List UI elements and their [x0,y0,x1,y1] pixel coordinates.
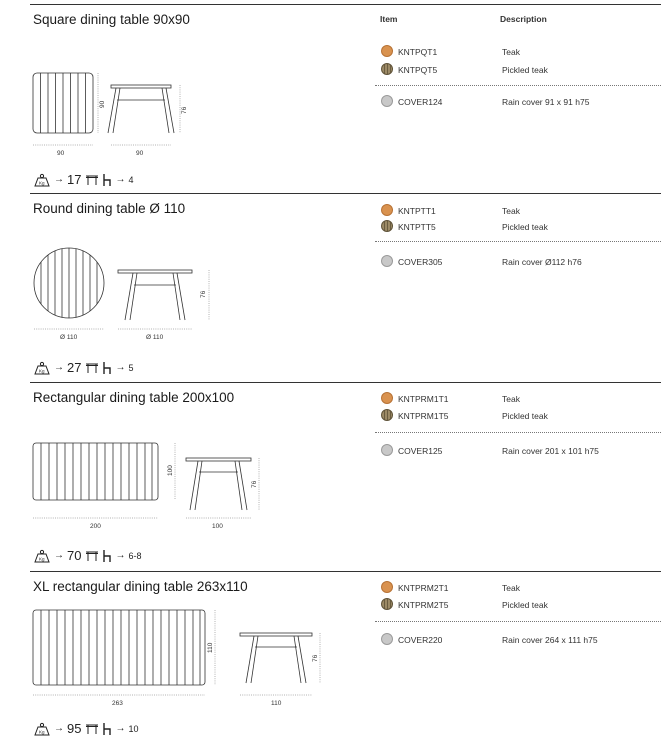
arrow-icon: → [54,550,64,561]
item-description: Pickled teak [502,411,548,421]
cover-description: Rain cover 264 x 111 h75 [502,635,598,645]
weight-scale-icon [33,549,51,563]
item-description: Teak [502,583,520,593]
pickled-teak-swatch-icon [381,63,393,75]
arrow-icon: → [115,723,126,734]
cover-code: COVER124 [398,97,443,107]
cover-swatch-icon [381,255,393,267]
pickled-teak-swatch-icon [381,598,393,610]
item-code: KNTPRM1T1 [398,394,449,404]
depth-dimension: 90 [99,100,106,108]
product-title: Square dining table 90x90 [33,12,190,27]
item-code: KNTPQT1 [398,47,438,57]
cover-description: Rain cover 201 x 101 h75 [502,446,599,456]
svg-text:Kg: Kg [39,556,45,561]
item-code: KNTPRM1T5 [398,411,449,421]
product-section-rectangular [0,382,661,570]
weight-scale-icon [33,722,51,736]
weight-value: 17 [67,172,82,187]
cover-swatch-icon [381,444,393,456]
item-description: Pickled teak [502,222,548,232]
depth-dimension: 100 [167,465,174,476]
seats-value: 10 [128,723,139,734]
cover-swatch-icon [381,633,393,645]
height-dimension: 76 [181,106,188,114]
width-dimension: 263 [112,700,123,707]
pickled-teak-swatch-icon [381,220,393,232]
seats-value: 6-8 [128,550,142,561]
capacity-row [33,172,133,187]
cover-description: Rain cover 91 x 91 h75 [502,97,590,107]
seats-value: 5 [128,362,134,373]
height-dimension: 76 [312,654,319,662]
side-width-dimension: 110 [271,700,282,707]
table-icon [85,723,99,735]
side-width-dimension: 100 [212,523,223,530]
weight-scale-icon [33,361,51,375]
product-section-square [0,4,661,192]
item-code: KNTPTT5 [398,222,436,232]
table-icon [85,174,99,186]
item-code: KNTPQT5 [398,65,438,75]
arrow-icon: → [115,550,126,561]
product-title: Round dining table Ø 110 [33,201,186,216]
arrow-icon: → [115,174,126,185]
teak-swatch-icon [381,581,393,593]
depth-dimension: 110 [207,642,214,653]
table-drawing-round [28,245,218,347]
teak-swatch-icon [381,204,393,216]
teak-swatch-icon [381,392,393,404]
section-divider [30,4,661,5]
table-drawing-square [28,70,198,162]
seats-value: 4 [128,174,134,185]
table-drawing-xl-rectangular [28,607,328,711]
diameter-dimension: Ø 110 [60,334,78,341]
product-section-round [0,193,661,381]
weight-value: 70 [67,548,82,563]
chair-icon [102,173,112,187]
section-divider [30,193,661,194]
cover-code: COVER220 [398,635,443,645]
capacity-row [33,360,133,375]
item-description: Teak [502,394,520,404]
arrow-icon: → [115,362,126,373]
side-width-dimension: 90 [136,150,144,157]
item-code: KNTPRM2T1 [398,583,449,593]
item-column-header: Item [380,14,398,24]
table-icon [85,550,99,562]
svg-text:Kg: Kg [39,180,45,185]
dotted-separator [375,432,661,433]
product-title: XL rectangular dining table 263x110 [33,579,248,594]
chair-icon [102,361,112,375]
arrow-icon: → [54,174,64,185]
teak-swatch-icon [381,45,393,57]
description-column-header: Description [500,14,547,24]
width-dimension: 90 [57,150,65,157]
height-dimension: 76 [200,290,207,298]
table-drawing-rectangular [28,438,268,538]
item-code: KNTPRM2T5 [398,600,449,610]
capacity-row [33,548,141,563]
cover-description: Rain cover Ø112 h76 [502,257,582,267]
item-description: Teak [502,206,520,216]
item-description: Teak [502,47,520,57]
width-dimension: 200 [90,523,101,530]
product-section-xl-rectangular [0,571,661,750]
table-icon [85,362,99,374]
cover-code: COVER305 [398,257,443,267]
chair-icon [102,722,112,736]
arrow-icon: → [54,362,64,373]
weight-scale-icon [33,173,51,187]
arrow-icon: → [54,723,64,734]
svg-text:Kg: Kg [39,729,45,734]
item-code: KNTPTT1 [398,206,436,216]
capacity-row [33,721,138,736]
cover-code: COVER125 [398,446,443,456]
cover-swatch-icon [381,95,393,107]
svg-text:Kg: Kg [39,368,45,373]
weight-value: 27 [67,360,82,375]
section-divider [30,571,661,572]
item-description: Pickled teak [502,600,548,610]
chair-icon [102,549,112,563]
pickled-teak-swatch-icon [381,409,393,421]
dotted-separator [375,85,661,86]
item-description: Pickled teak [502,65,548,75]
section-divider [30,382,661,383]
side-width-dimension: Ø 110 [146,334,164,341]
dotted-separator [375,621,661,622]
height-dimension: 76 [251,480,258,488]
weight-value: 95 [67,721,82,736]
product-title: Rectangular dining table 200x100 [33,390,235,405]
dotted-separator [375,241,661,242]
